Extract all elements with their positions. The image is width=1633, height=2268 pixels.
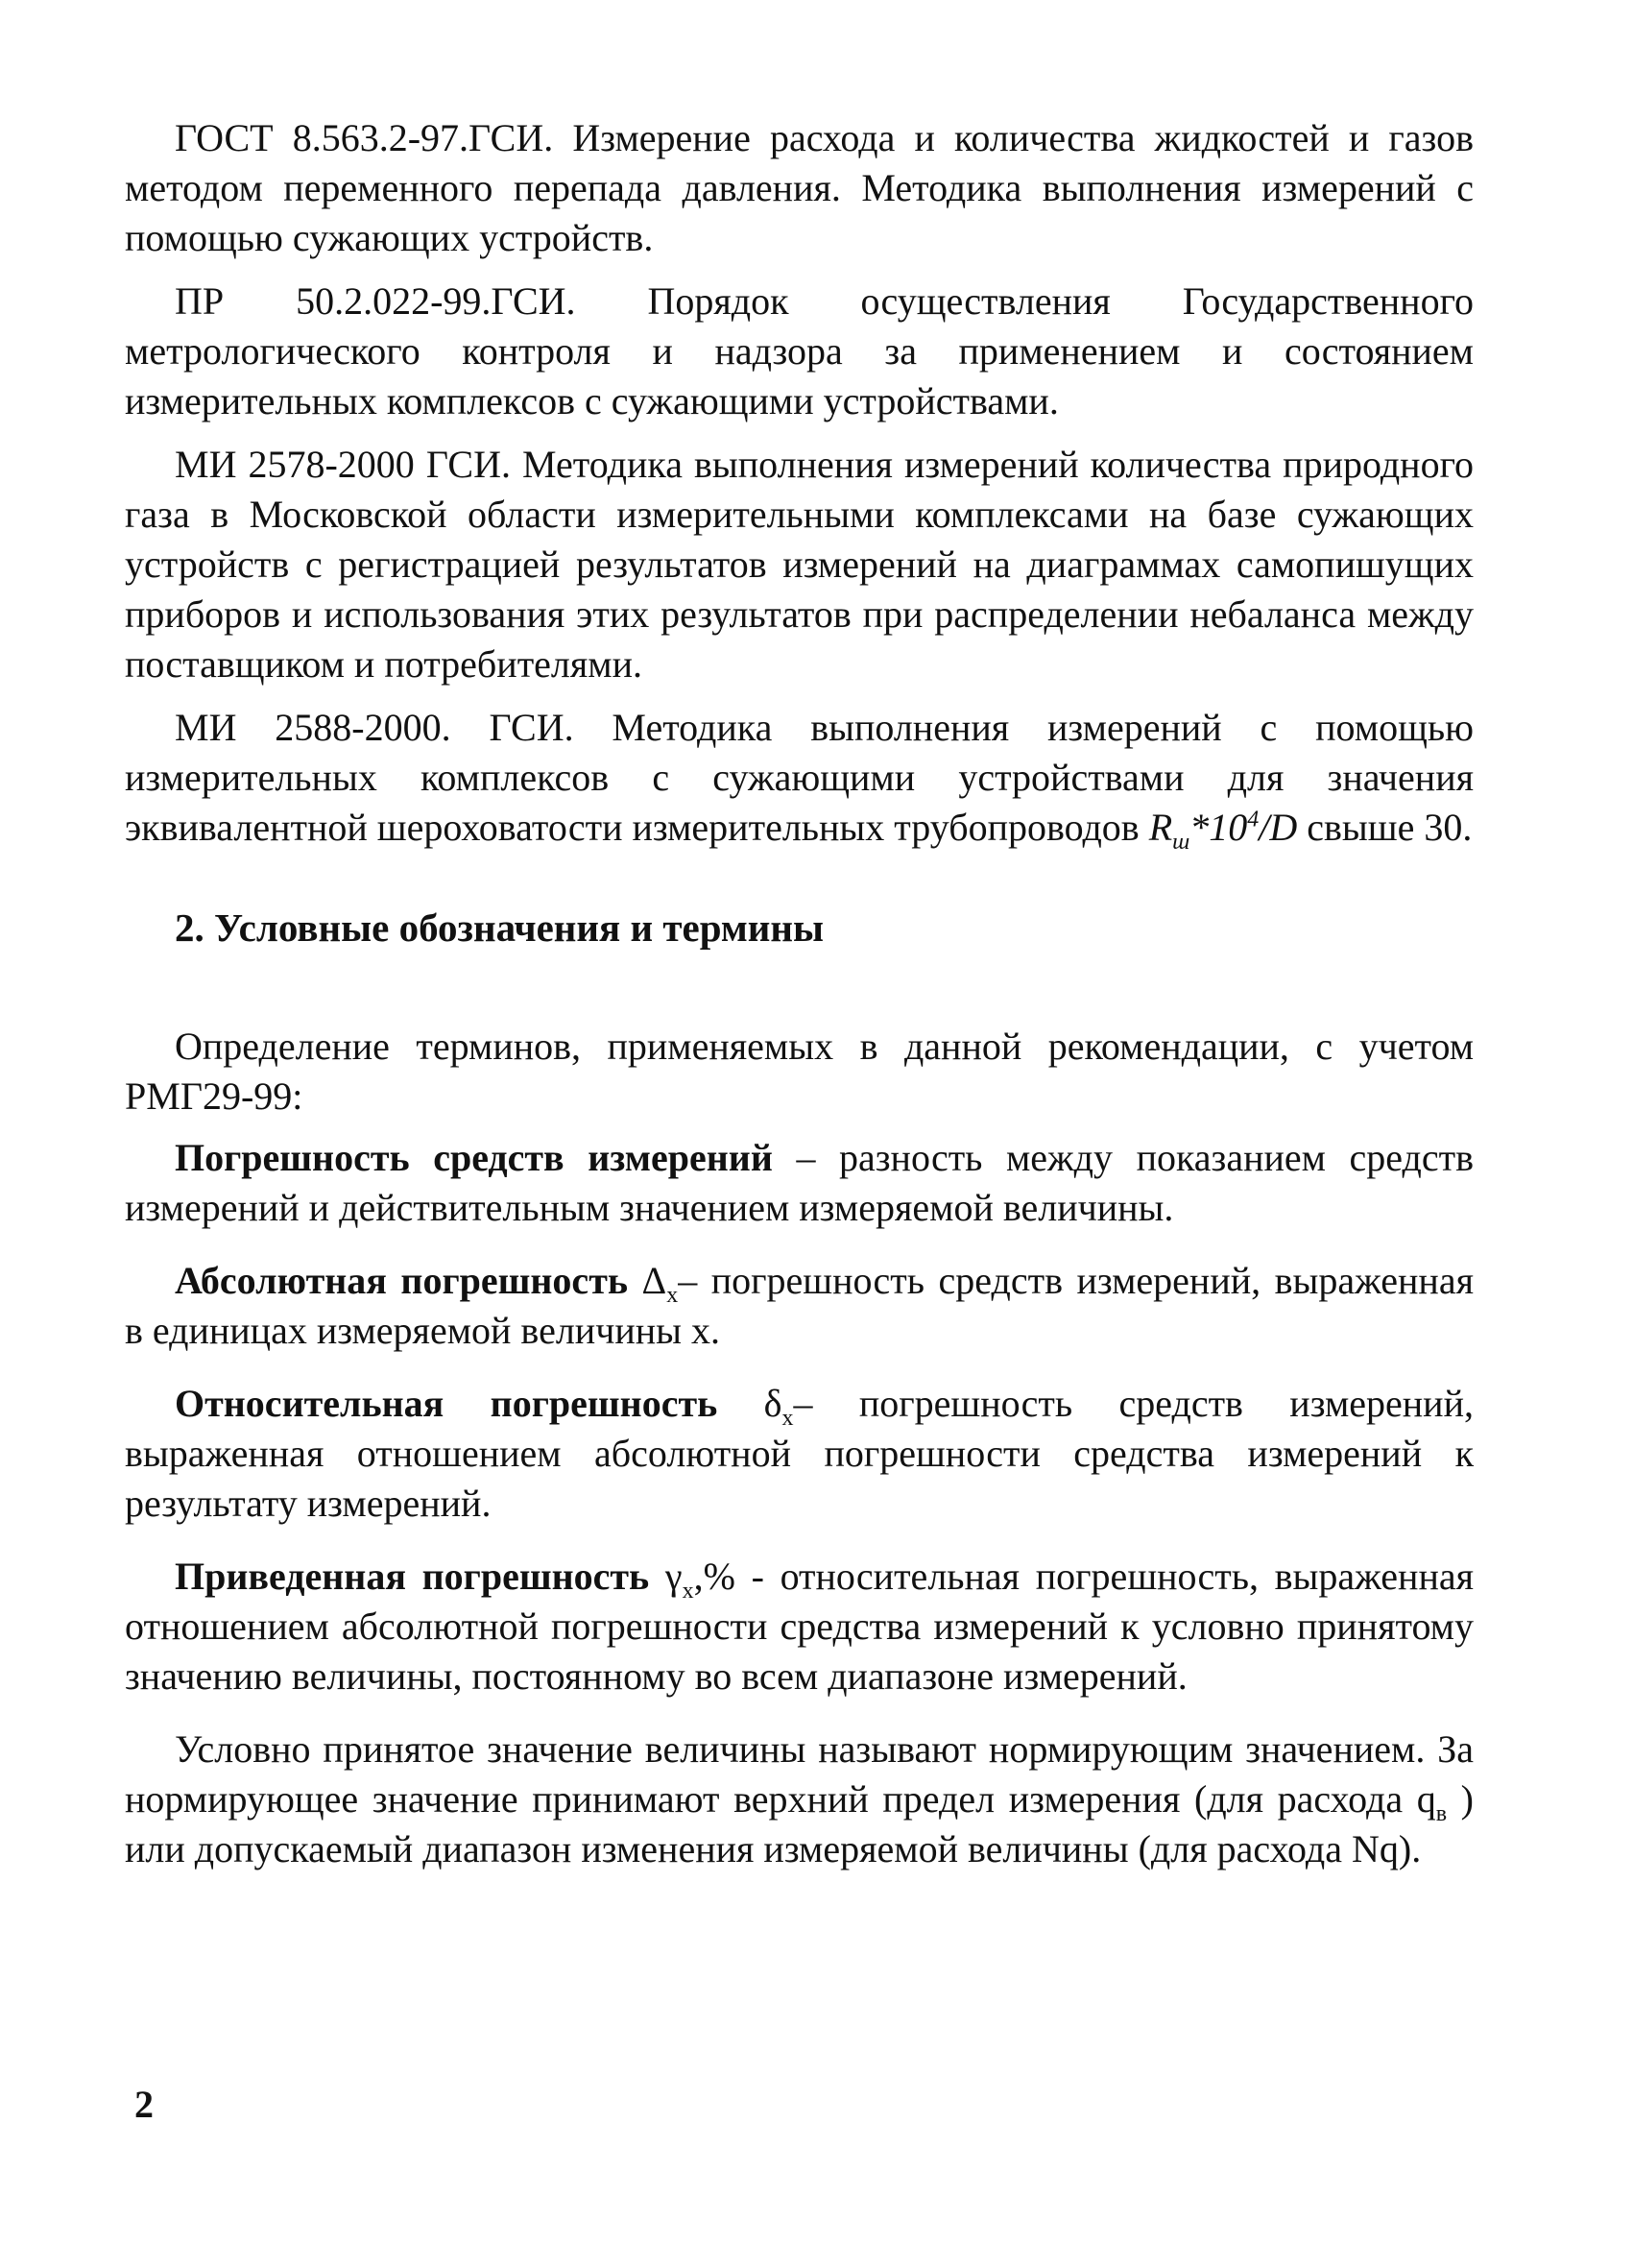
term-title: Относительная погрешность: [175, 1382, 764, 1425]
term-relative-error: [125, 1379, 1474, 1529]
term-definition: – разность между показанием средств измерений и действительным значением измеряемой величины.: [125, 1136, 1474, 1229]
reference-pr: ПР 50.2.022-99.ГСИ. Порядок осуществления Государственного метрологического контроля и надзора за применением и состоянием измерительных комплексов с сужающими устройствами.: [125, 279, 1474, 422]
roughness-formula: $R_ш*10^4/D$: [1148, 806, 1298, 855]
term-definition: - относительная погрешность, выраженная отношением абсолютной погрешности средства измерений к условно принятому значению величины, постоянному во всем диапазоне измерений.: [125, 1555, 1475, 1698]
reference-mi-2588-tail: свыше 30.: [1297, 806, 1473, 849]
term-absolute-error: [125, 1256, 1474, 1356]
page-number: 2: [134, 2083, 154, 2126]
reference-mi-2578: МИ 2578-2000 ГСИ. Методика выполнения измерений количества природного газа в Московской области измерительными комплексами на базе сужающих устройств с регистрацией результатов измерений на диаграммах самопишущих приборов и использования этих результатов при распределении небаланса между поставщиком и потребителями.: [125, 443, 1474, 686]
term-definition: – погрешность средств измерений, выраженная отношением абсолютной погрешности средства измерений к результату измерений.: [125, 1382, 1474, 1525]
term-definition: – погрешность средств измерений, выраженная в единицах измеряемой величины x.: [125, 1259, 1474, 1352]
gamma-symbol: $\gamma_x,\%$: [664, 1555, 735, 1604]
delta-symbol: $\Delta_x$: [641, 1259, 679, 1308]
term-title: Погрешность средств измерений: [175, 1136, 773, 1179]
normalizing-value-paragraph: Условно принятое значение величины называют нормирующим значением. За нормирующее значение принимают верхний предел измерения (для расхода $q_в$ ) или допускаемый диапазон изменения измеряемой величины (для расхода Nq).: [125, 1727, 1474, 1870]
reference-gost: ГОСТ 8.563.2-97.ГСИ. Измерение расхода и количества жидкостей и газов методом переменного перепада давления. Методика выполнения измерений с помощью сужающих устройств.: [125, 116, 1474, 259]
section-heading: 2. Условные обозначения и термины: [175, 905, 825, 950]
reference-mi-2588-text: МИ 2588-2000. ГСИ. Методика выполнения измерений с помощью измерительных комплексов с сужающими устройствами для значения эквивалентной шероховатости измерительных трубопроводов: [125, 706, 1474, 849]
reference-mi-2588: [125, 703, 1474, 853]
term-measurement-error: [125, 1133, 1474, 1233]
intro-paragraph: Определение терминов, применяемых в данной рекомендации, с учетом РМГ29-99:: [125, 1025, 1474, 1118]
term-title: Приведенная погрешность: [175, 1555, 665, 1598]
small-delta-symbol: $\delta_x$: [763, 1382, 794, 1431]
term-title: Абсолютная погрешность: [175, 1259, 642, 1302]
document-page: [125, 113, 1474, 1886]
term-reduced-error: [125, 1552, 1474, 1701]
